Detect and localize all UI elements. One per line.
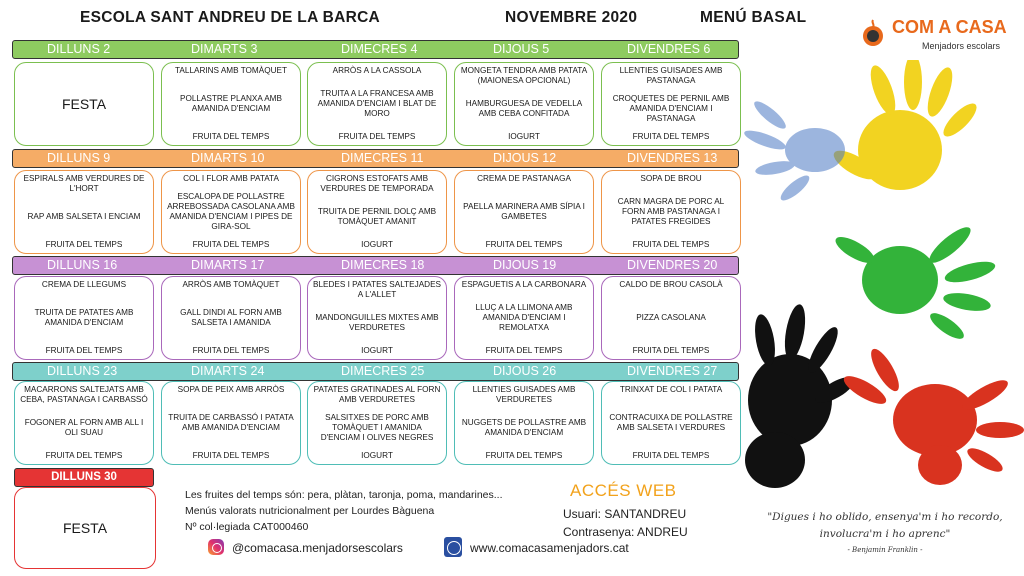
web-access-user: Usuari: SANTANDREU [563, 507, 687, 521]
menu-dish: ESPIRALS AMB VERDURES DE L'HORT [23, 174, 145, 193]
menu-dish: PAELLA MARINERA AMB SÍPIA I GAMBETES [463, 202, 585, 221]
menu-dish: FRUITA DEL TEMPS [632, 240, 710, 249]
menu-cell-dilluns-30 [14, 487, 156, 569]
day-header: DILLUNS 23 [47, 364, 118, 378]
menu-dish: POLLASTRE PLANXA AMB AMANIDA D'ENCIAM [180, 94, 282, 113]
menu-dish: COL I FLOR AMB PATATA [183, 174, 279, 183]
week-band-1 [12, 40, 739, 59]
menu-dish: LLENTIES GUISADES AMB VERDURETES [472, 385, 576, 404]
pot-icon [860, 18, 886, 48]
day-header: DIMECRES 18 [341, 258, 425, 272]
instagram-icon [208, 539, 224, 555]
menu-dish: FOGONER AL FORN AMB ALL I OLI SUAU [24, 418, 144, 437]
day-header-dilluns-30: DILLUNS 30 [14, 468, 154, 487]
menu-cell [161, 276, 301, 360]
menu-dish: FRUITA DEL TEMPS [485, 346, 563, 355]
menu-cell [161, 170, 301, 254]
day-header: DIMECRES 25 [341, 364, 425, 378]
menu-cell [454, 381, 594, 465]
menu-dish: GALL DINDI AL FORN AMB SALSETA I AMANIDA [180, 308, 282, 327]
menu-cell [307, 62, 447, 146]
day-header: DILLUNS 16 [47, 258, 118, 272]
menu-cell [14, 62, 154, 146]
menu-dish: NUGGETS DE POLLASTRE AMB AMANIDA D'ENCIAM [461, 418, 587, 437]
fruits-note: Les fruites del temps són: pera, plàtan, taronja, poma, mandarines... [185, 489, 503, 501]
day-header: DIVENDRES 27 [627, 364, 718, 378]
menu-type-title: MENÚ BASAL [700, 9, 807, 26]
menu-dish: TRUITA DE PERNIL DOLÇ AMB TOMÀQUET AMANIT [317, 207, 437, 226]
menu-dish: FRUITA DEL TEMPS [192, 451, 270, 460]
menu-dish: ESCALOPA DE POLLASTRE ARREBOSSADA CASOLANA AMB AMANIDA D'ENCIAM I PIPES DE GIRA-SOL [167, 192, 295, 231]
menu-dish: BLEDES I PATATES SALTEJADES A L'ALLET [313, 280, 442, 299]
menu-dish: MANDONGUILLES MIXTES AMB VERDURETES [315, 313, 439, 332]
menu-dish: FRUITA DEL TEMPS [632, 132, 710, 141]
menu-dish: FRUITA DEL TEMPS [45, 240, 123, 249]
day-header: DILLUNS 2 [47, 42, 111, 56]
menu-cell [454, 276, 594, 360]
holiday-text: FESTA [61, 96, 107, 112]
com-a-casa-logo [858, 12, 1008, 62]
menu-dish: LLUÇ A LA LLIMONA AMB AMANIDA D'ENCIAM I REMOLATXA [475, 303, 573, 332]
day-header: DIJOUS 12 [493, 151, 557, 165]
menu-dish: ARRÒS AMB TOMÀQUET [182, 280, 280, 289]
menu-dish: IOGURT [361, 346, 393, 355]
nutrition-note: Menús valorats nutricionalment per Lourdes Bàguena [185, 505, 435, 517]
menu-cell [454, 170, 594, 254]
menu-cell [161, 62, 301, 146]
menu-dish: HAMBURGUESA DE VEDELLA AMB CEBA CONFITADA [465, 99, 583, 118]
day-header: DIMARTS 10 [191, 151, 265, 165]
instagram-handle[interactable]: @comacasa.menjadorsescolars [232, 541, 403, 555]
day-header: DIMECRES 4 [341, 42, 418, 56]
menu-cell [14, 381, 154, 465]
day-header: DIVENDRES 6 [627, 42, 711, 56]
menu-dish: TRUITA DE CARBASSÓ I PATATA AMB AMANIDA D'ENCIAM [168, 413, 294, 432]
month-title: NOVEMBRE 2020 [505, 9, 638, 26]
menu-dish: MACARRONS SALTEJATS AMB CEBA, PASTANAGA I CARBASSÓ [20, 385, 148, 404]
day-header: DIMARTS 17 [191, 258, 265, 272]
day-header: DIMARTS 24 [191, 364, 265, 378]
menu-dish: FRUITA DEL TEMPS [192, 240, 270, 249]
holiday-text: FESTA [62, 520, 108, 536]
day-header: DIMARTS 3 [191, 42, 258, 56]
menu-dish: FRUITA DEL TEMPS [632, 346, 710, 355]
menu-dish: FRUITA DEL TEMPS [192, 346, 270, 355]
menu-dish: PATATES GRATINADES AL FORN AMB VERDURETES [313, 385, 441, 404]
menu-dish: SOPA DE PEIX AMB ARRÒS [177, 385, 285, 394]
quote-line-2: involucra'm i ho aprenc" [819, 528, 951, 540]
quote-line-1: "Digues i ho oblido, ensenya'm i ho recordo, [767, 511, 1003, 523]
menu-dish: CARN MAGRA DE PORC AL FORN AMB PASTANAGA I PATATES FREGIDES [617, 197, 725, 226]
week-band-4 [12, 362, 739, 381]
menu-dish: CIGRONS ESTOFATS AMB VERDURES DE TEMPORADA [320, 174, 434, 193]
day-header: DIVENDRES 13 [627, 151, 718, 165]
menu-dish: IOGURT [508, 132, 540, 141]
logo-subtitle: Menjadors escolars [922, 41, 1001, 51]
menu-dish: ESPAGUETIS A LA CARBONARA [461, 280, 587, 289]
website-link[interactable]: www.comacasamenjadors.cat [470, 541, 629, 555]
menu-cell [307, 170, 447, 254]
menu-dish: TRINXAT DE COL I PATATA [619, 385, 723, 394]
menu-dish: IOGURT [361, 451, 393, 460]
menu-dish: ARRÒS A LA CASSOLA [332, 66, 422, 75]
menu-dish: SOPA DE BROU [640, 174, 702, 183]
quote-author: - Benjamin Franklin - [847, 546, 923, 554]
menu-cell [454, 62, 594, 146]
menu-dish: TALLARINS AMB TOMÀQUET [175, 66, 287, 75]
menu-dish: RAP AMB SALSETA I ENCIAM [27, 212, 141, 221]
menu-dish: TRUITA A LA FRANCESA AMB AMANIDA D'ENCIAM I BLAT DE MORO [317, 89, 437, 118]
menu-dish: CREMA DE LLEGUMS [41, 280, 127, 289]
web-access-title: ACCÉS WEB [570, 481, 677, 500]
menu-cell [14, 170, 154, 254]
menu-dish: FRUITA DEL TEMPS [338, 132, 416, 141]
day-header: DIJOUS 5 [493, 42, 550, 56]
menu-dish: MONGETA TENDRA AMB PATATA (MAIONESA OPCIONAL) [460, 66, 588, 85]
day-header: DIMECRES 11 [341, 151, 424, 165]
menu-cell [601, 62, 741, 146]
menu-dish: CONTRACUIXA DE POLLASTRE AMB SALSETA I VERDURES [609, 413, 733, 432]
menu-dish: CREMA DE PASTANAGA [477, 174, 571, 183]
menu-cell [601, 276, 741, 360]
menu-cell [601, 381, 741, 465]
menu-dish: IOGURT [361, 240, 393, 249]
menu-cell [307, 381, 447, 465]
menu-dish: FRUITA DEL TEMPS [485, 240, 563, 249]
globe-icon [444, 537, 462, 557]
school-title: ESCOLA SANT ANDREU DE LA BARCA [80, 9, 381, 26]
menu-dish: FRUITA DEL TEMPS [632, 451, 710, 460]
menu-dish: LLENTIES GUISADES AMB PASTANAGA [619, 66, 723, 85]
handprints-illustration [735, 60, 1024, 500]
menu-dish: CROQUETES DE PERNIL AMB AMANIDA D'ENCIAM I PASTANAGA [612, 94, 730, 123]
week-band-3 [12, 256, 739, 275]
menu-dish: TRUITA DE PATATES AMB AMANIDA D'ENCIAM [34, 308, 134, 327]
day-header: DILLUNS 9 [47, 151, 111, 165]
web-access-password: Contrasenya: ANDREU [563, 525, 688, 539]
day-header: DIJOUS 19 [493, 258, 557, 272]
menu-dish: CALDO DE BROU CASOLÀ [619, 280, 723, 289]
menu-dish: FRUITA DEL TEMPS [192, 132, 270, 141]
menu-cell [307, 276, 447, 360]
day-header: DIJOUS 26 [493, 364, 557, 378]
menu-cell [161, 381, 301, 465]
menu-dish: PIZZA CASOLANA [636, 313, 706, 322]
week-band-2 [12, 149, 739, 168]
logo-name: COM A CASA [892, 17, 1007, 37]
menu-dish: SALSITXES DE PORC AMB TOMÀQUET I AMANIDA D'ENCIAM I OLIVES NEGRES [320, 413, 434, 442]
day-header: DIVENDRES 20 [627, 258, 718, 272]
license-note: Nº col·legiada CAT000460 [185, 521, 309, 533]
menu-cell [601, 170, 741, 254]
menu-dish: FRUITA DEL TEMPS [45, 451, 123, 460]
menu-dish: FRUITA DEL TEMPS [45, 346, 123, 355]
menu-cell [14, 276, 154, 360]
menu-dish: FRUITA DEL TEMPS [485, 451, 563, 460]
